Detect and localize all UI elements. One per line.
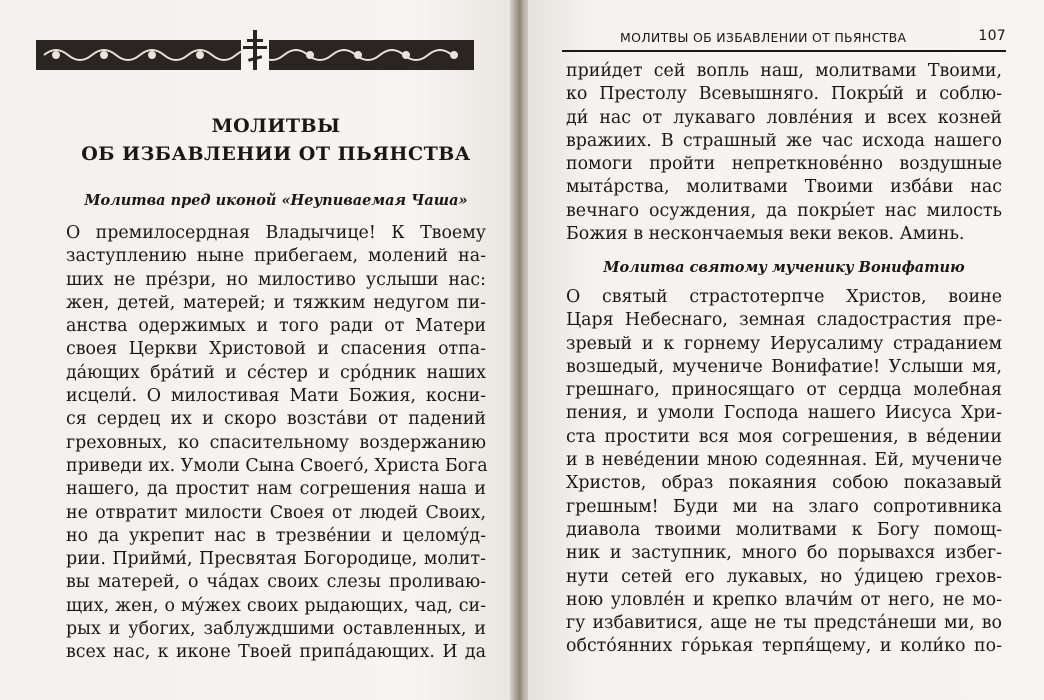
text-line: но да укрепит нас в трезве́нии и целому́д- <box>66 525 486 546</box>
running-header <box>562 26 1006 50</box>
text-line: грешнаго, приносящаго от сердца молебная <box>566 380 1002 401</box>
text-line: нути сетей его лукавых, но у́дицею грехов- <box>566 566 1002 587</box>
text-line: нашего, да простит нам согрешения наша и <box>66 479 486 500</box>
right-body-top <box>566 60 1002 246</box>
left-body <box>66 222 486 665</box>
text-line: рых и убогих, заблуждшими оставленных, и <box>66 619 486 640</box>
text-line: своея Церкви Христовой и спасения отпа- <box>66 339 486 360</box>
header-rule <box>562 50 1006 52</box>
text-line: анства одержимых и того ради от Матери <box>66 316 486 337</box>
text-line: О святый страстотерпче Христов, воине <box>566 287 1002 307</box>
prayer-subtitle: Молитва пред иконой «Неупиваемая Чаша» <box>84 192 468 209</box>
text-line: щих, жен, о му́жех своих рыдающих, чад, си- <box>66 595 486 616</box>
page-number: 107 <box>978 28 1006 44</box>
text-line: греховных, ко спасительному воздержанию <box>66 432 486 453</box>
text-line: ко Престолу Всевышняго. Покры́й и соблю- <box>566 84 1002 105</box>
text-line: ник и заступник, много бо порывахся избег- <box>566 543 1002 564</box>
text-line: вы матерей, о ча́дах своих слезы проливаю- <box>66 572 486 593</box>
text-line: прии́дет сей вопль наш, молитвами Твоими, <box>566 61 1002 81</box>
text-line: Божия в нескончаемыя веки веков. Аминь. <box>566 224 965 245</box>
text-line: заступлению ныне прибегаем, молений на- <box>66 246 486 267</box>
section-title-line-1: МОЛИТВЫ <box>211 115 341 137</box>
text-line: ших не пре́зри, но милостиво услыши нас: <box>66 269 486 290</box>
text-line: всех нас, к иконе Твоей припа́дающих. И да <box>66 642 486 663</box>
right-body-bottom <box>566 286 1002 659</box>
text-line: ди́ нас от лукаваго ловле́ния и всех козней <box>566 107 1002 128</box>
text-line: диавола твоими молитвами к Богу помощ- <box>566 519 1002 540</box>
text-line: мыта́рства, молитвами Твоими изба́ви нас <box>566 177 1002 198</box>
prayer-subtitle: Молитва святому мученику Вонифатию <box>603 259 965 276</box>
text-line: грешным! Буди ми на злаго сопротивника <box>566 496 1002 517</box>
text-line: не отвратит милости Своея от людей Своих, <box>66 502 486 523</box>
text-line: исцели́. О милостивая Мати Божия, косни- <box>66 386 486 407</box>
text-line: жен, детей, матерей; и тяжким недугом пи- <box>66 292 486 313</box>
text-line: гу избавитися, аще не ты предста́неши ми, во <box>566 613 1002 634</box>
text-line: помоги пройти непреткнове́нно воздушные <box>566 154 1002 175</box>
text-line: возшедый, мучениче Вонифатие! Услыши мя, <box>566 356 1002 377</box>
right-subtitle-block <box>566 259 1002 276</box>
left-subtitle-block <box>66 192 486 209</box>
text-line: обсто́янних го́рькая терпя́щему, и коли́ко по- <box>566 636 1002 657</box>
text-line: ся сердец их и скоро возста́ви от падений <box>66 409 486 430</box>
section-title-line-2: ОБ ИЗБАВЛЕНИИ ОТ ПЬЯНСТВА <box>81 143 471 165</box>
text-line: и в неве́дении мною содеянная. Ей, мучениче <box>566 450 1002 471</box>
text-line: Царя Небеснаго, земная сладострастия пре- <box>566 310 1002 331</box>
text-line: Христов, образ покаяния собою показавый <box>566 473 1002 494</box>
text-line: пения, и умоли Господа нашего Иисуса Хри- <box>566 403 1002 424</box>
text-line: вечнаго осуждения, да покры́ет нас милость <box>566 200 1002 221</box>
text-line: О премилосердная Владычице! К Твоему <box>66 223 486 243</box>
text-line: вражиих. В страшный же час исхода нашего <box>566 130 1002 151</box>
text-line: зревый и к горнему Иерусалиму страданием <box>566 333 1002 354</box>
running-header-title: МОЛИТВЫ ОБ ИЗБАВЛЕНИИ ОТ ПЬЯНСТВА <box>620 30 907 45</box>
text-line: приведи их. Умоли Сына Своего́, Христа Бога <box>66 455 488 476</box>
ornament-band-with-cross <box>36 30 474 74</box>
text-line: да́ющих бра́тий и се́стер и сро́дник наших <box>66 362 486 383</box>
text-line: ною уловле́н и крепко влачи́м от него, не мо- <box>566 589 1002 610</box>
left-title <box>66 112 486 168</box>
text-line: ста простити вся моя согрешения, в ве́дении <box>566 426 1002 447</box>
text-line: рии. Прийми́, Пресвятая Богородице, молит- <box>66 549 486 570</box>
